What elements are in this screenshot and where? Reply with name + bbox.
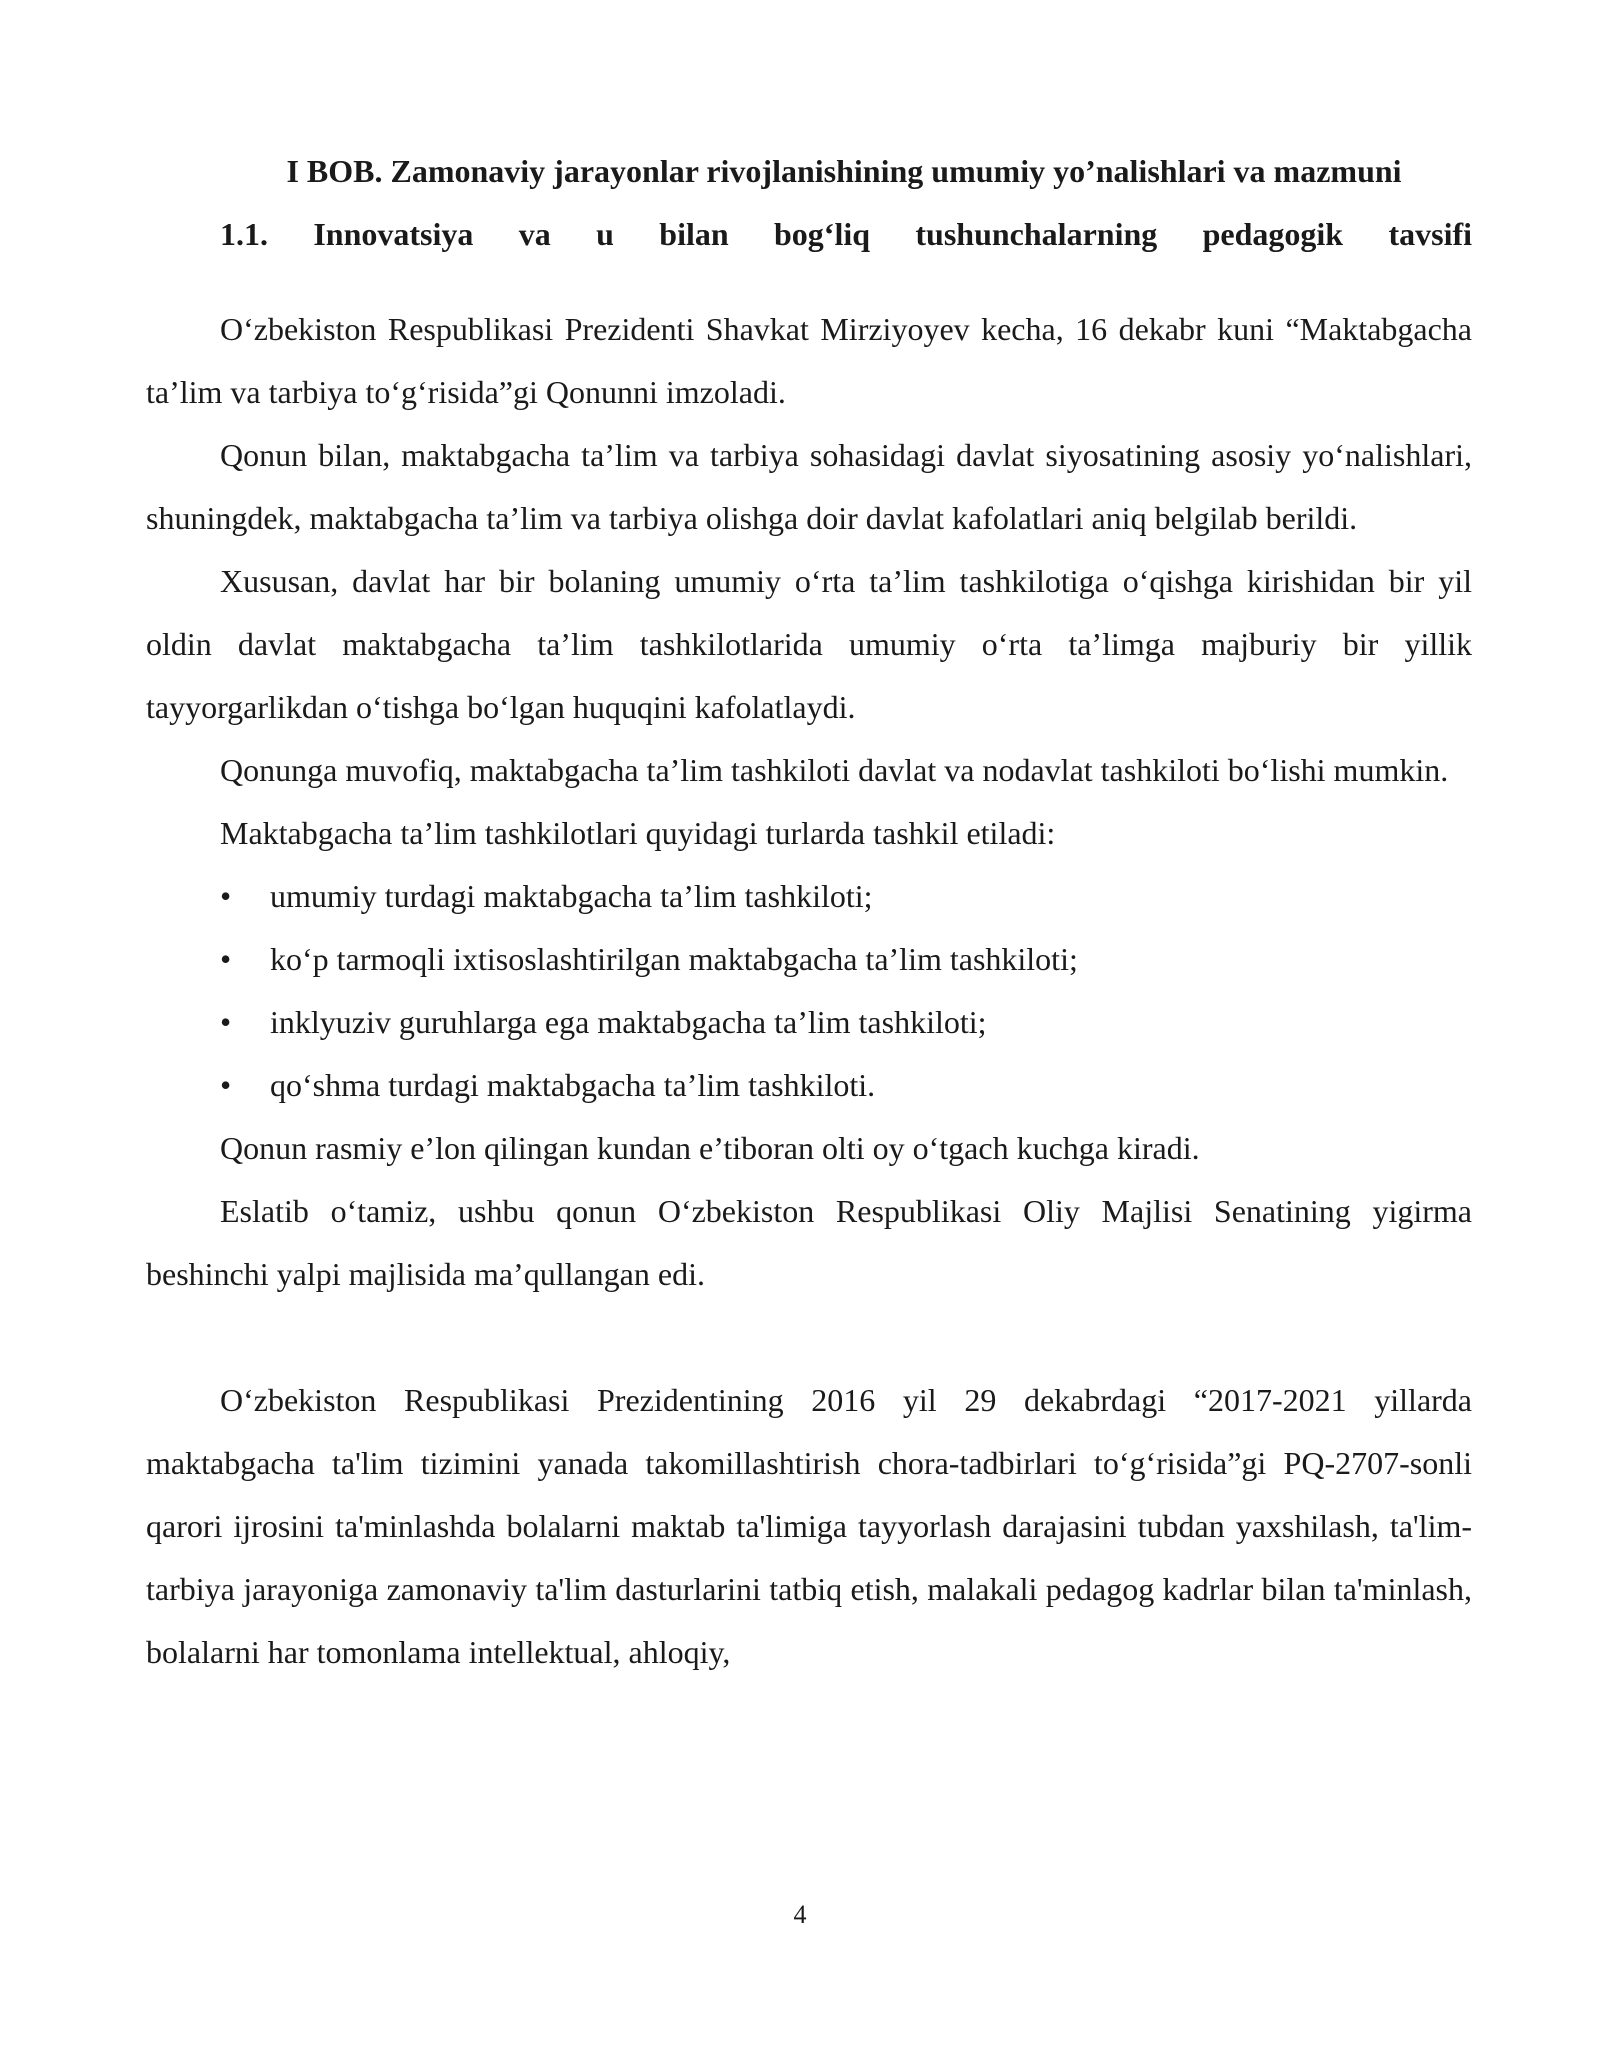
body-block-1 bbox=[146, 298, 1472, 865]
list-item-text: umumiy turdagi maktabgacha ta’lim tashkiloti; bbox=[270, 878, 873, 914]
bullet-icon: • bbox=[220, 1004, 232, 1040]
list-item bbox=[146, 1054, 1472, 1117]
spacer bbox=[146, 266, 1472, 298]
section-title: 1.1. Innovatsiya va u bilan bog‘liq tushunchalarning pedagogik tavsifi bbox=[220, 216, 1472, 252]
paragraph: Eslatib o‘tamiz, ushbu qonun O‘zbekiston Respublikasi Oliy Majlisi Senatining yigirma beshinchi yalpi majlisida ma’qullangan edi. bbox=[146, 1193, 1472, 1292]
list-item bbox=[146, 991, 1472, 1054]
paragraph: Qonun rasmiy e’lon qilingan kundan e’tiboran olti oy o‘tgach kuchga kiradi. bbox=[220, 1130, 1200, 1166]
page-number: 4 bbox=[793, 1900, 807, 1929]
document-page bbox=[146, 140, 1472, 1684]
paragraph: Qonun bilan, maktabgacha ta’lim va tarbiya sohasidagi davlat siyosatining asosiy yo‘nalishlari, shuningdek, maktabgacha ta’lim va tarbiya olishga doir davlat kafolatlari aniq belgilab berildi. bbox=[146, 437, 1472, 536]
bullet-icon: • bbox=[220, 1067, 232, 1103]
bullet-icon: • bbox=[220, 941, 232, 977]
list-item-text: inklyuziv guruhlarga ega maktabgacha ta’lim tashkiloti; bbox=[270, 1004, 987, 1040]
paragraph: Xususan, davlat har bir bolaning umumiy o‘rta ta’lim tashkilotiga o‘qishga kirishidan bir yil oldin davlat maktabgacha ta’lim tashkilotlarida umumiy o‘rta ta’limga majburiy bir yillik tayyorgarlikdan o‘tishga bo‘lgan huquqini kafolatlaydi. bbox=[146, 563, 1472, 725]
body-block-2 bbox=[146, 1117, 1472, 1306]
paragraph: O‘zbekiston Respublikasi Prezidenti Shavkat Mirziyoyev kecha, 16 dekabr kuni “Maktabgacha ta’lim va tarbiya to‘g‘risida”gi Qonunni imzoladi. bbox=[146, 311, 1472, 410]
spacer bbox=[146, 1306, 1472, 1369]
list-item bbox=[146, 865, 1472, 928]
chapter-title: I BOB. Zamonaviy jarayonlar rivojlanishining umumiy yo’nalishlari va mazmuni bbox=[286, 153, 1402, 189]
list-item bbox=[146, 928, 1472, 991]
paragraph: Qonunga muvofiq, maktabgacha ta’lim tashkiloti davlat va nodavlat tashkiloti bo‘lishi mumkin. bbox=[220, 752, 1449, 788]
list-item-text: qo‘shma turdagi maktabgacha ta’lim tashkiloti. bbox=[270, 1067, 876, 1103]
paragraph: Maktabgacha ta’lim tashkilotlari quyidagi turlarda tashkil etiladi: bbox=[220, 815, 1056, 851]
list-item-text: ko‘p tarmoqli ixtisoslashtirilgan maktabgacha ta’lim tashkiloti; bbox=[270, 941, 1078, 977]
body-block-3 bbox=[146, 1369, 1472, 1684]
bullet-list bbox=[146, 865, 1472, 1117]
bullet-icon: • bbox=[220, 878, 232, 914]
paragraph: O‘zbekiston Respublikasi Prezidentining 2016 yil 29 dekabrdagi “2017-2021 yillarda maktabgacha ta'lim tizimini yanada takomillashtirish chora-tadbirlari to‘g‘risida”gi PQ-2707-sonli qarori ijrosini ta'minlashda bolalarni maktab ta'limiga tayyorlash darajasini tubdan yaxshilash, ta'lim-tarbiya jarayoniga zamonaviy ta'lim dasturlarini tatbiq etish, malakali pedagog kadrlar bilan ta'minlash, bolalarni har tomonlama intellektual, ahloqiy, bbox=[146, 1382, 1472, 1670]
